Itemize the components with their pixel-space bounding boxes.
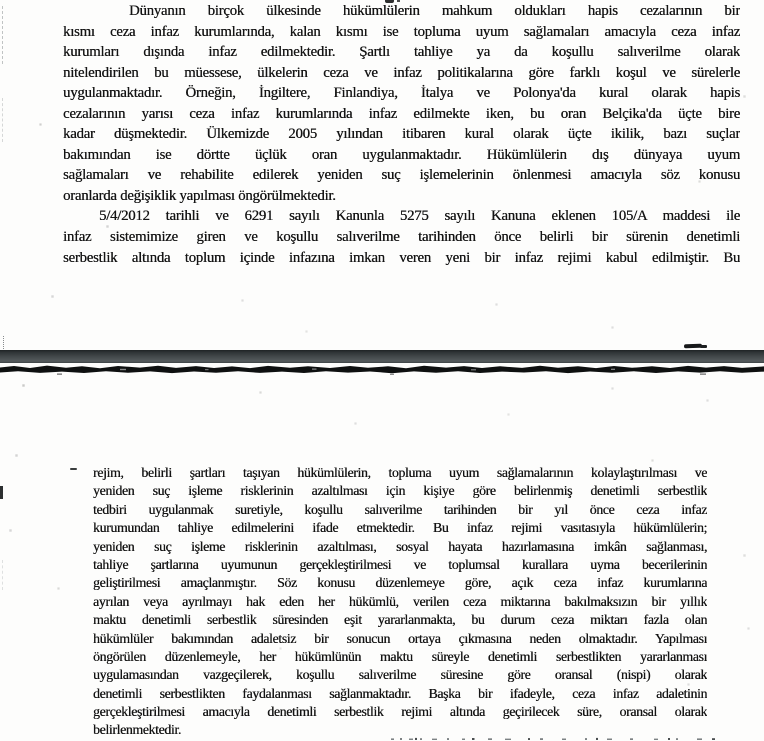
- text-line: infaz sistemimize giren ve koşullu salıverilme tarihinden önce belirli bir sürenin denetimli: [63, 229, 740, 246]
- text-line: maktu denetimli serbestlik süresinden eşit yararlanmakta, bu durum ceza miktarı fazla olan: [93, 612, 707, 628]
- scan-edge-artifact: [0, 486, 3, 499]
- text-line: tedbiri uygulanmak suretiyle, koşullu salıverilme tarihinden bir yıl önce ceza infaz: [93, 501, 707, 517]
- text-line: öngörülen düzenlemeyle, her hükümlünün maktu süreyle denetimli serbestlikten yararlanması: [93, 648, 707, 664]
- text-line: rejim, belirli şartları taşıyan hükümlülerin, topluma uyum sağlamalarının kolaylaştırılması ve: [93, 465, 707, 480]
- text-line: denetimli serbestlikten faydalanması sağlanmaktadır. Başka bir ifadeyle, ceza infaz adaletinin: [93, 685, 707, 701]
- text-line: serbestlik altında toplum içinde infazına imkan veren yeni bir infaz rejimi kabul edilmiştir. Bu: [63, 249, 740, 266]
- paragraph-block-bottom: [93, 464, 707, 740]
- text-line: sağlamaları ve rehabilite edilerek yeniden suç işlemelerinin önlenmesi amacıyla söz konusu: [63, 167, 740, 184]
- text-line: uygulanmaktadır. Örneğin, İngiltere, Finlandiya, İtalya ve Polonya'da kural olarak hapis: [63, 85, 740, 102]
- text-line: kısmı ceza infaz kurumlarında, kalan kısmı ise topluma uyum sağlamaları amacıyla ceza infaz: [63, 23, 740, 40]
- text-line: hükümlüler bakımından adaletsiz bir sonucun ortaya çıkmasına neden olmaktadır. Yapılması: [93, 630, 707, 646]
- text-line: oranlarda değişiklik yapılması öngörülmektedir.: [63, 187, 336, 204]
- text-line: bakımından ise dörtte üçlük oran uygulanmaktadır. Hükümlülerin dış dünyaya uyum: [63, 146, 740, 163]
- scan-edge-artifact: [3, 336, 4, 349]
- text-line: geliştirilmesi amaçlanmıştır. Söz konusu düzenlemeye göre, açık ceza infaz kurumlarına: [93, 575, 707, 591]
- text-line: kurumları dışında infaz edilmektedir. Şartlı tahliye ya da koşullu salıverilme olarak: [63, 44, 740, 61]
- text-line: yeniden suç işleme risklerinin azaltılması, sosyal hayata hazırlamasına imkân sağlanması,: [93, 538, 707, 554]
- text-line: gerçekleştirilmesi amacıyla denetimli serbestlik rejimi altında geçirilecek süre, oransal olarak: [93, 704, 707, 720]
- text-line: uygulamasından vazgeçilerek, koşullu salıverilme süresine göre oransal (nispi) olarak: [93, 667, 707, 683]
- text-line: yeniden suç işleme risklerinin azaltılması için kişiye göre belirlenmiş denetimli serbestlik: [93, 483, 707, 499]
- text-line: kadar düşmektedir. Ülkemizde 2005 yılından itibaren kural olarak üçte ikilik, bazı suçlar: [63, 126, 740, 143]
- text-line: 5/4/2012 tarihli ve 6291 sayılı Kanunla 5275 sayılı Kanuna eklenen 105/A maddesi ile: [99, 208, 740, 225]
- text-line: belirlenmektedir.: [93, 722, 181, 738]
- text-line: nitelendirilen bu müessese, ülkelerin ceza ve infaz politikalarına göre farklı koşul ve sürelerle: [63, 64, 740, 81]
- stray-ink-mark: [70, 468, 77, 470]
- page-break-scan-band: [0, 350, 764, 363]
- scan-edge-artifact: [2, 6, 3, 64]
- text-line: Dünyanın birçok ülkesinde hükümlülerin mahkum oldukları hapis cezalarının bir: [129, 3, 740, 19]
- text-line: ayrılan veya ayrılmayı hak eden her hükümlü, verilen ceza miktarına bakılmaksızın bir yıllık: [93, 593, 707, 609]
- cutoff-next-line-marks: [0, 735, 764, 741]
- text-line: kurumundan tahliye edilmelerini ifade etmektedir. Bu infaz rejimi vasıtasıyla hükümlülerin;: [93, 520, 707, 536]
- scan-edge-artifact: [2, 560, 3, 590]
- torn-edge-scan-line: [0, 363, 764, 375]
- text-line: cezalarının yarısı ceza infaz kurumlarında infaz edilmekte iken, bu oran Belçika'da üçte bire: [63, 105, 740, 122]
- scan-speckle-noise: [0, 0, 1, 1]
- scan-edge-artifact: [2, 98, 3, 142]
- text-line: tahliye şartlarına uyumunun gerçekleştirilmesi ve toplumsal kurallara uyma becerilerinin: [93, 556, 707, 572]
- scan-ink-blob: [700, 345, 707, 348]
- paragraph-block-top: [63, 1, 740, 268]
